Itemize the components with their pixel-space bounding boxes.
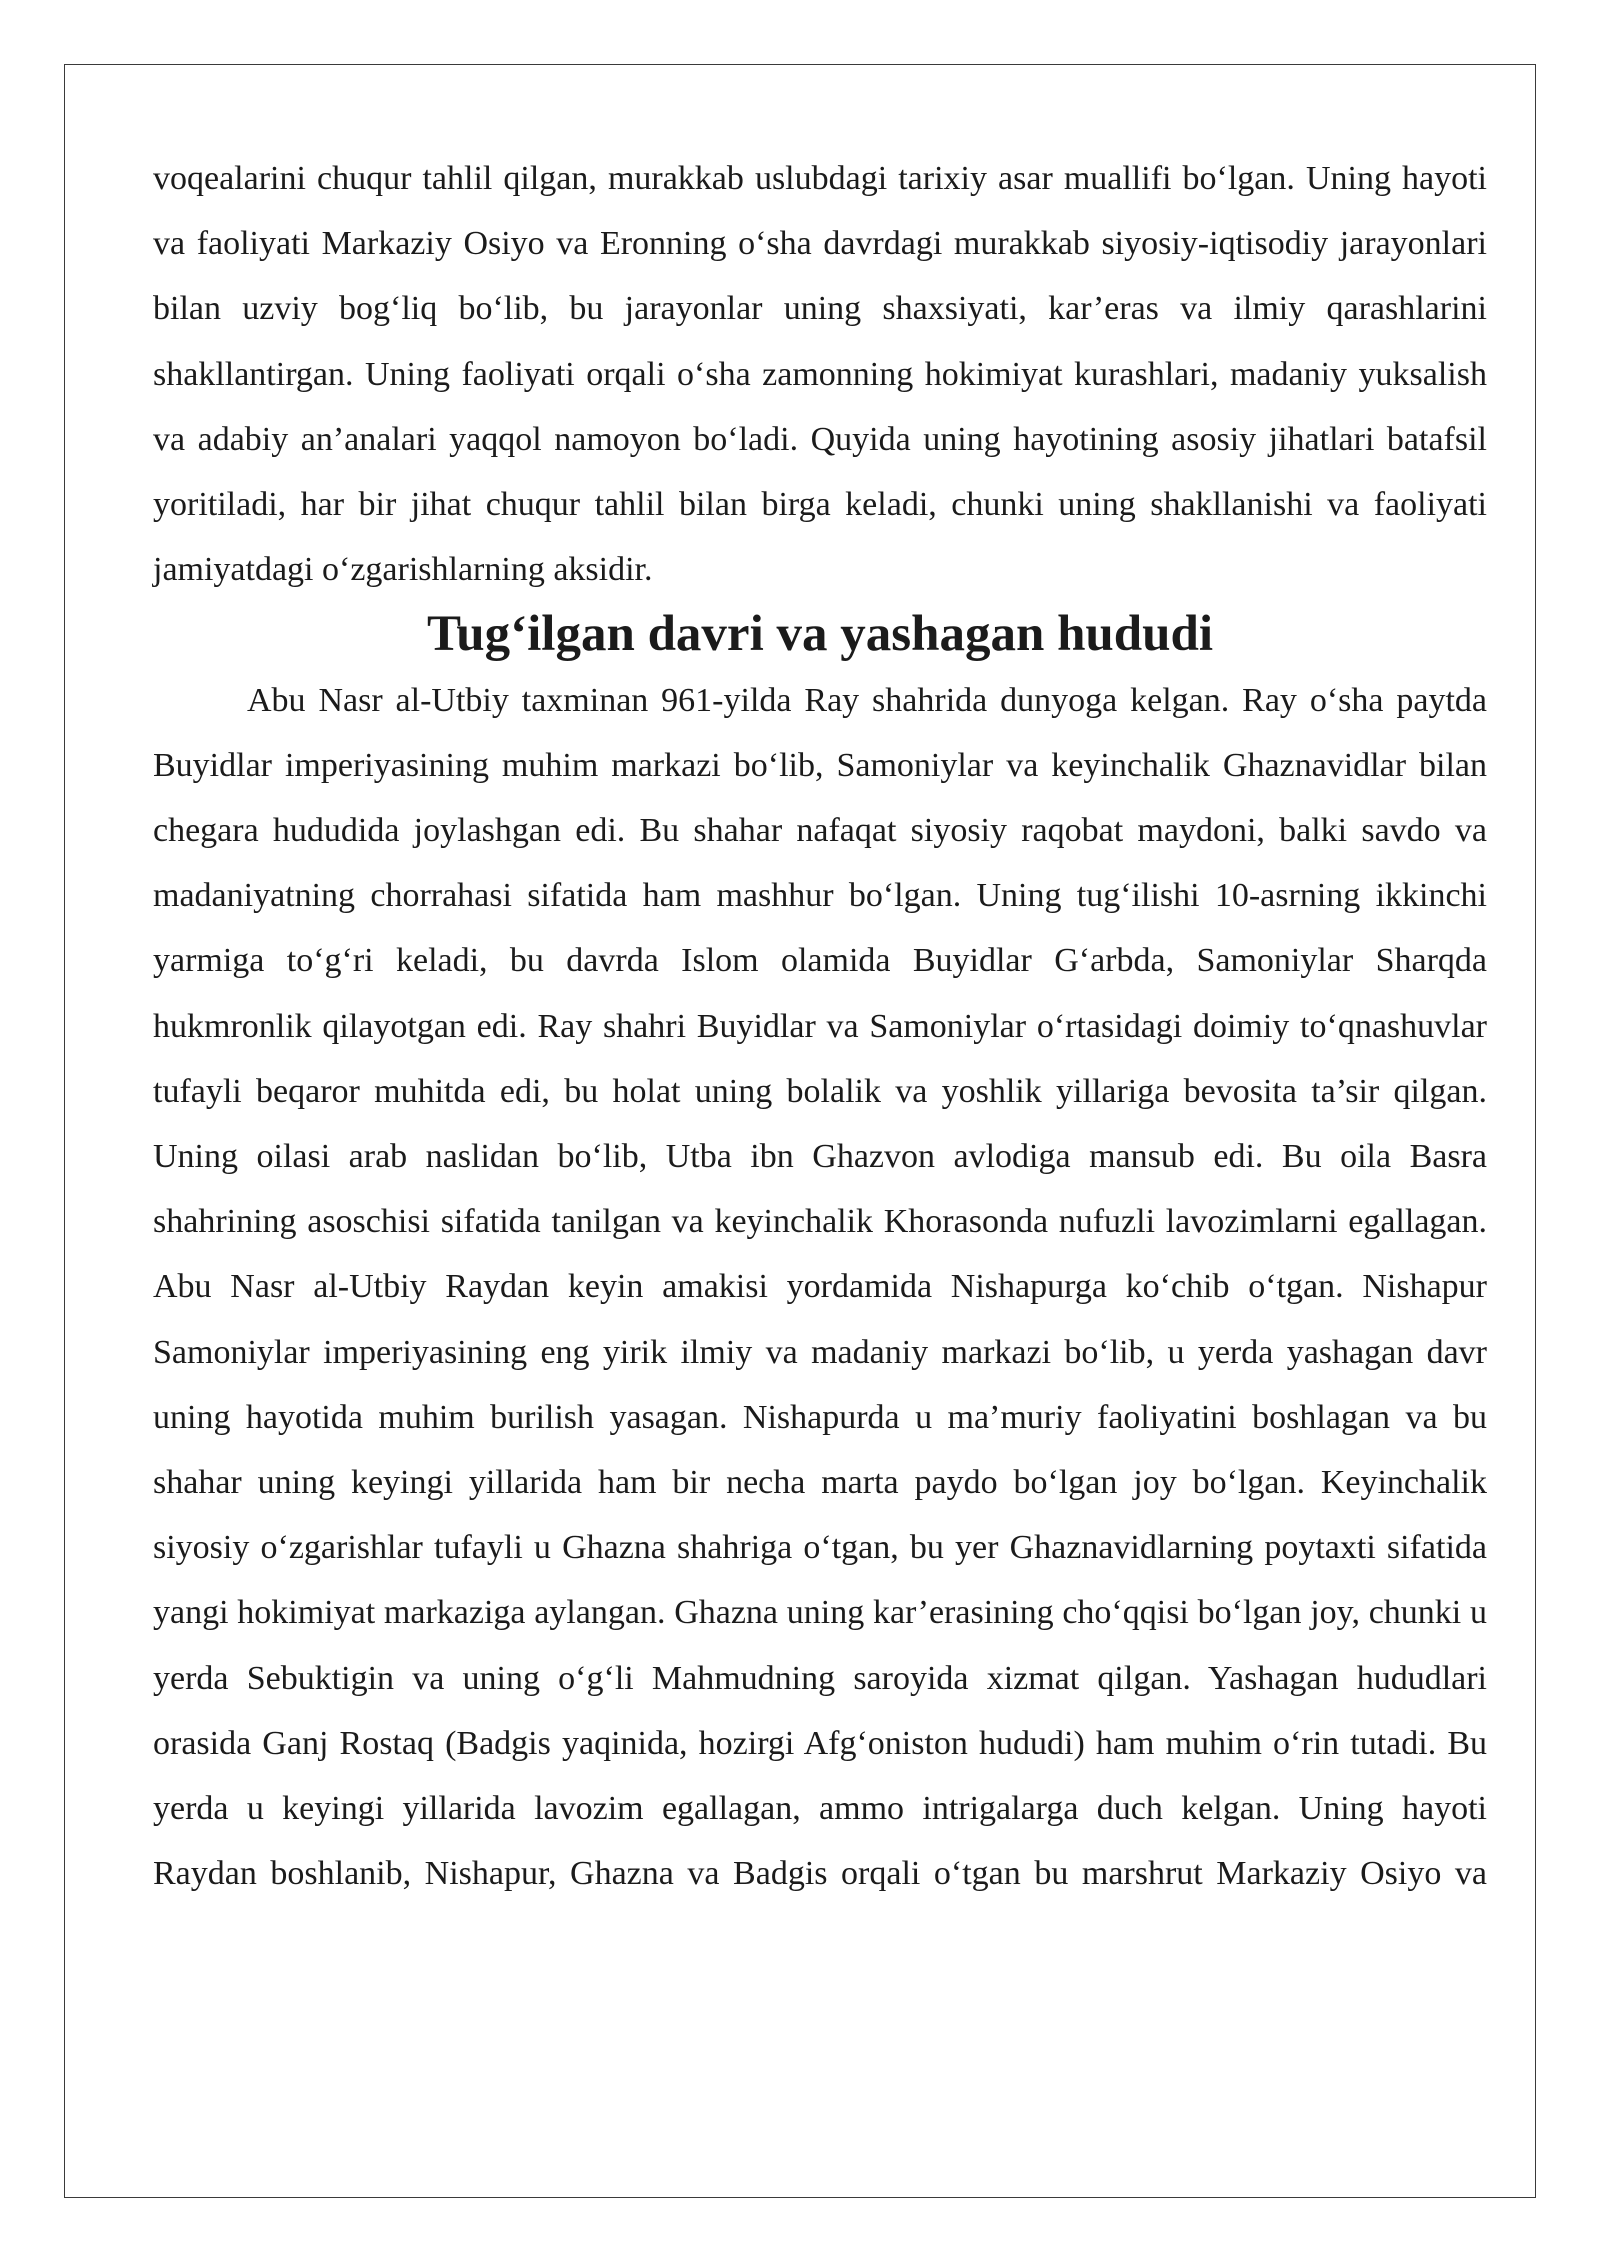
intro-paragraph: voqealarini chuqur tahlil qilgan, murakkab uslubdagi tarixiy asar muallifi bo‘lgan. Uning hayoti va faoliyati Markaziy Osiyo va Eronning o‘sha davrdagi murakkab siyosiy-iqtisodiy jarayonlari bilan uzviy bog‘liq bo‘lib, bu jarayonlar uning shaxsiyati, kar’eras va ilmiy qarashlarini shakllantirgan. Uning faoliyati orqali o‘sha zamonning hokimiyat kurashlari, madaniy yuksalish va adabiy an’analari yaqqol namoyon bo‘ladi. Quyida uning hayotining asosiy jihatlari batafsil yoritiladi, har bir jihat chuqur tahlil bilan birga keladi, chunki uning shakllanishi va faoliyati jamiyatdagi o‘zgarishlarning aksidir.: [153, 160, 1487, 589]
document-body: [153, 146, 1487, 1906]
section-heading: Tug‘ilgan davri va yashagan hududi: [426, 606, 1214, 663]
section-paragraph: Abu Nasr al-Utbiy taxminan 961-yilda Ray shahrida dunyoga kelgan. Ray o‘sha paytda Buyidlar imperiyasining muhim markazi bo‘lib, Samoniylar va keyinchalik Ghaznavidlar bilan chegara hududida joylashgan edi. Bu shahar nafaqat siyosiy raqobat maydoni, balki savdo va madaniyatning chorrahasi sifatida ham mashhur bo‘lgan. Uning tug‘ilishi 10-asrning ikkinchi yarmiga to‘g‘ri keladi, bu davrda Islom olamida Buyidlar G‘arbda, Samoniylar Sharqda hukmronlik qilayotgan edi. Ray shahri Buyidlar va Samoniylar o‘rtasidagi doimiy to‘qnashuvlar tufayli beqaror muhitda edi, bu holat uning bolalik va yoshlik yillariga bevosita ta’sir qilgan. Uning oilasi arab naslidan bo‘lib, Utba ibn Ghazvon avlodiga mansub edi. Bu oila Basra shahrining asoschisi sifatida tanilgan va keyinchalik Khorasonda nufuzli lavozimlarni egallagan. Abu Nasr al-Utbiy Raydan keyin amakisi yordamida Nishapurga ko‘chib o‘tgan. Nishapur Samoniylar imperiyasining eng yirik ilmiy va madaniy markazi bo‘lib, u yerda yashagan davr uning hayotida muhim burilish yasagan. Nishapurda u ma’muriy faoliyatini boshlagan va bu shahar uning keyingi yillarida ham bir necha marta paydo bo‘lgan joy bo‘lgan. Keyinchalik siyosiy o‘zgarishlar tufayli u Ghazna shahriga o‘tgan, bu yer Ghaznavidlarning poytaxti sifatida yangi hokimiyat markaziga aylangan. Ghazna uning kar’erasining cho‘qqisi bo‘lgan joy, chunki u yerda Sebuktigin va uning o‘g‘li Mahmudning saroyida xizmat qilgan. Yashagan hududlari orasida Ganj Rostaq (Badgis yaqinida, hozirgi Afg‘oniston hududi) ham muhim o‘rin tutadi. Bu yerda u keyingi yillarida lavozim egallagan, ammo intrigalarga duch kelgan. Uning hayoti Raydan boshlanib, Nishapur, Ghazna va Badgis orqali o‘tgan bu marshrut Markaziy Osiyo va: [153, 681, 1487, 1893]
